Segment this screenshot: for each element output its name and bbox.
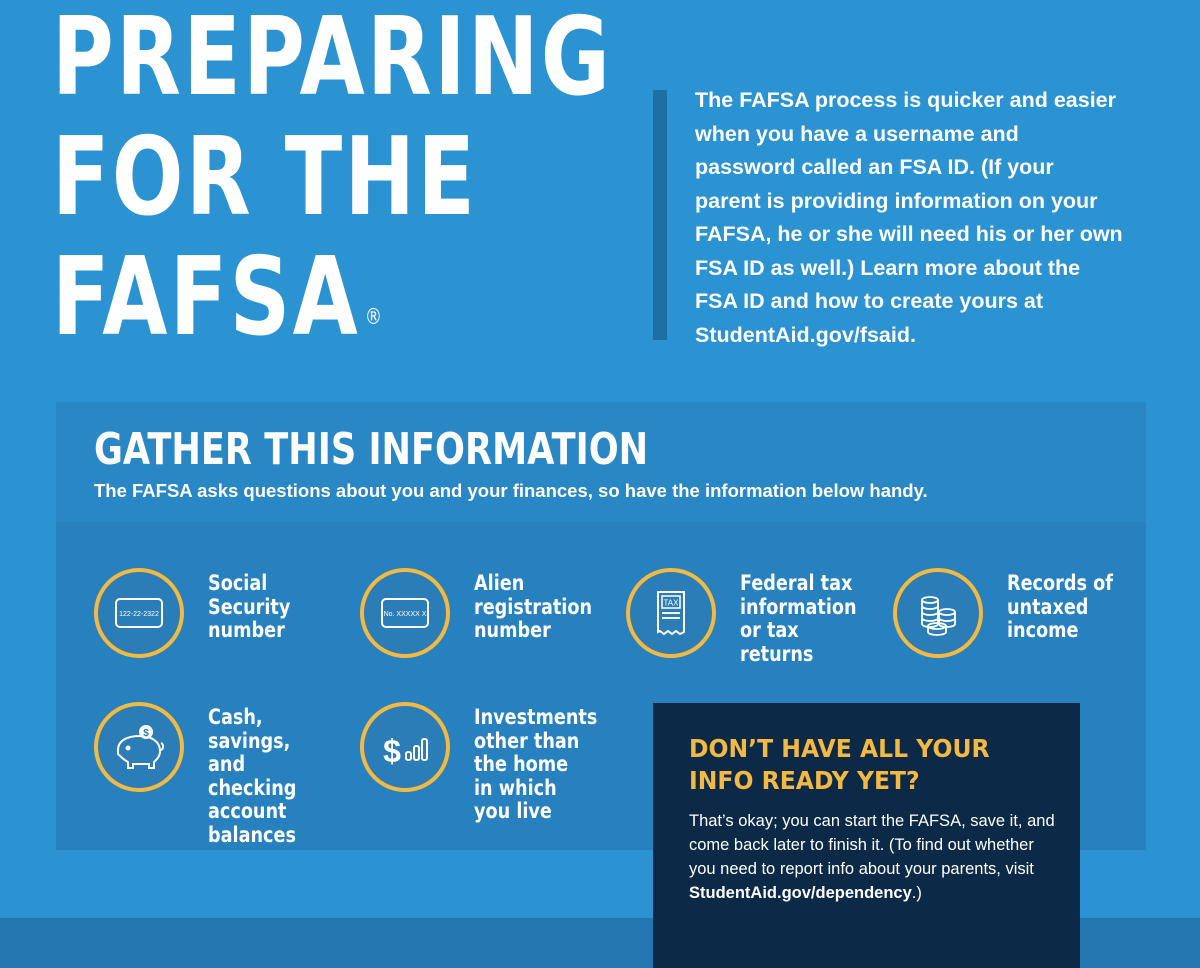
alien-registration-card-icon — [360, 568, 450, 658]
intro-text: The FAFSA process is quicker and easier when you have a username and password called an FSA ID. (If your parent is providing information on your FAFSA, he or she will need his or her own FSA ID as well.) Learn more about the FSA ID and how to create yours at StudentAid.gov/fsaid. — [695, 88, 1123, 347]
social-security-card-icon — [94, 568, 184, 658]
info-item-label: Investments other than the home in which you live — [474, 705, 598, 823]
page-title — [52, 0, 612, 358]
info-item-label: Cash, savings, and checking account balances — [208, 705, 297, 847]
info-not-ready-callout — [653, 703, 1080, 968]
info-item-label: Records of untaxed income — [1007, 571, 1113, 642]
title-line-2: FOR THE — [52, 115, 478, 240]
investments-icon — [360, 702, 450, 792]
title-line-3: FAFSA ® — [52, 235, 385, 360]
intro-accent-bar — [653, 90, 667, 340]
gather-title: GATHER THIS INFORMATION — [94, 424, 649, 475]
svg-text:$: $ — [383, 733, 401, 769]
callout-body-text: That’s okay; you can start the FAFSA, save it, and come back later to finish it. (To find out whether you need to report info about your parents, visit — [689, 812, 1055, 878]
callout-title-line-2: INFO READY YET? — [689, 766, 920, 795]
callout-body — [689, 809, 1059, 905]
gather-subtitle: The FAFSA asks questions about you and your finances, so have the information below handy. — [94, 480, 928, 501]
coin-stacks-icon — [893, 568, 983, 658]
dependency-link[interactable]: StudentAid.gov/dependency — [689, 884, 912, 902]
info-item-label: Social Security number — [208, 571, 291, 642]
registered-mark: ® — [364, 305, 385, 330]
svg-text:$: $ — [143, 728, 149, 739]
callout-body-end: .) — [911, 884, 922, 902]
info-item-label: Federal tax information or tax returns — [740, 571, 857, 666]
callout-title — [689, 733, 990, 797]
svg-text:122-22-2322: 122-22-2322 — [119, 611, 159, 618]
svg-text:No. XXXXX X: No. XXXXX X — [383, 611, 427, 618]
svg-text:TAX: TAX — [663, 598, 679, 608]
tax-document-icon — [626, 568, 716, 658]
title-line-1: PREPARING — [52, 0, 613, 120]
info-item-label: Alien registration number — [474, 571, 593, 642]
callout-title-line-1: DON’T HAVE ALL YOUR — [689, 734, 990, 763]
piggy-bank-icon — [94, 702, 184, 792]
